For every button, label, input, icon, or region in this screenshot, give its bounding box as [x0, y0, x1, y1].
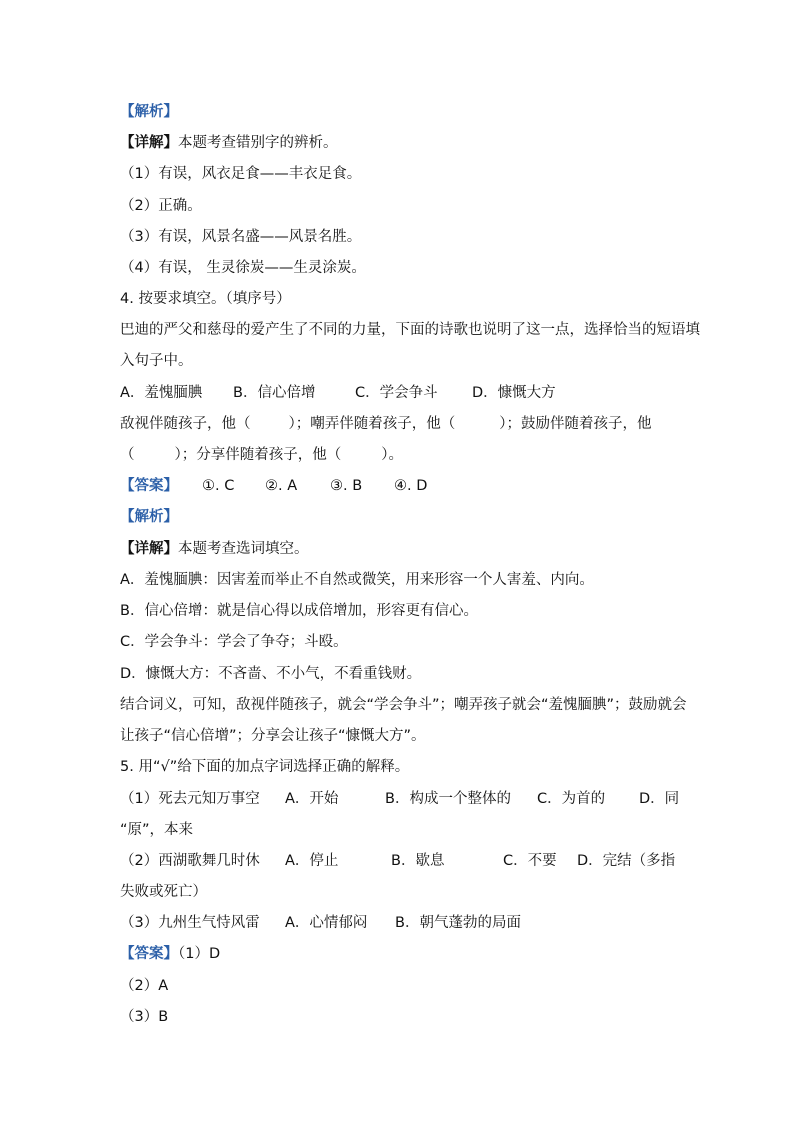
q5-item-2-option-c: C．不要 [503, 853, 557, 869]
q4-option-a: A．羞愧腼腆 [120, 385, 203, 401]
q5-item-2 [120, 851, 680, 871]
xiangjie-text: 本题考查错别字的辨析。 [178, 135, 338, 151]
q5-item-1-option-a: A．开始 [285, 791, 339, 807]
q5-item-2-phrase: （2）西湖歌舞几时休 [120, 853, 260, 869]
q5-item-2-continuation: 失败或死亡） [120, 884, 207, 900]
q4-option-b: B．信心倍增 [233, 385, 316, 401]
q4-explanation-a: A．羞愧腼腆：因害羞而举止不自然或微笑，用来形容一个人害羞、内向。 [120, 572, 594, 588]
q4-explanation-b: B．信心倍增：就是信心得以成倍增加，形容更有信心。 [120, 603, 478, 619]
q4-summary-line-1: 结合词义，可知，敌视伴随孩子，就会“学会争斗”；嘲弄孩子就会“羞愧腼腆”；鼓励就会 [120, 697, 687, 713]
q5-item-3-option-a: A．心情郁闷 [285, 915, 368, 931]
q5-answer-1: （1）D [178, 946, 221, 962]
answer-tag: 【答案】 [120, 478, 178, 494]
q5-item-3-phrase: （3）九州生气恃风雷 [120, 915, 260, 931]
q5-answer-line [120, 944, 220, 964]
q5-item-1-option-b: B．构成一个整体的 [385, 791, 511, 807]
q4-analysis-heading [120, 507, 178, 527]
fill-text-3: ）；鼓励伴随着孩子，他 [499, 416, 652, 432]
q4-stem-line-2: 入句子中。 [120, 353, 193, 369]
fill-text-5: ）；分享伴随着孩子，他（ [174, 447, 342, 463]
q4-answer-line [120, 476, 450, 496]
jiexi-tag: 【解析】 [120, 104, 178, 120]
xiangjie-tag: 【详解】 [120, 135, 178, 151]
q5-item-2-option-d: D．完结（多指 [577, 853, 676, 869]
q4-explanation-c: C．学会争斗：学会了争夺；斗殴。 [120, 634, 348, 650]
q4-detail-line [120, 539, 309, 559]
q4-answer-3: ③. B [330, 478, 363, 494]
q4-title: 4. 按要求填空。（填序号） [120, 291, 291, 307]
q5-item-1-continuation: “原”，本来 [120, 822, 194, 838]
q3-item-1: （1）有误，风衣足食——丰衣足食。 [120, 166, 362, 182]
fill-text-2: ）；嘲弄伴随着孩子，他（ [288, 416, 456, 432]
q4-answer-2: ②. A [265, 478, 298, 494]
q5-item-3 [120, 913, 680, 933]
q4-fill-line-2 [120, 445, 403, 465]
xiangjie-tag: 【详解】 [120, 541, 178, 557]
q5-item-1-option-c: C．为首的 [537, 791, 606, 807]
q3-analysis-heading [120, 102, 178, 122]
q5-answer-3: （3）B [120, 1009, 169, 1025]
q3-item-3: （3）有误，风景名盛——风景名胜。 [120, 229, 362, 245]
q5-item-1-option-d: D．同 [639, 791, 680, 807]
q4-option-d: D．慷慨大方 [472, 385, 556, 401]
q4-summary-line-2: 让孩子“信心倍增”；分享会让孩子“慷慨大方”。 [120, 728, 426, 744]
fill-text-4: （ [120, 447, 135, 463]
xiangjie-text: 本题考查选词填空。 [178, 541, 309, 557]
q5-item-2-option-b: B．歇息 [391, 853, 445, 869]
q3-item-4: （4）有误， 生灵徐炭——生灵涂炭。 [120, 260, 366, 276]
fill-text-6: ）。 [381, 447, 403, 463]
q4-fill-line-1 [120, 414, 652, 434]
q5-item-1 [120, 789, 680, 809]
q3-detail-line [120, 133, 338, 153]
q4-option-c: C．学会争斗 [355, 385, 438, 401]
q4-explanation-d: D．慷慨大方：不吝啬、不小气，不看重钱财。 [120, 666, 422, 682]
jiexi-tag: 【解析】 [120, 509, 178, 525]
q5-item-2-option-a: A．停止 [285, 853, 339, 869]
q5-answer-2: （2）A [120, 978, 169, 994]
q4-options-row [120, 383, 680, 403]
q5-item-3-option-b: B．朝气蓬勃的局面 [395, 915, 521, 931]
q5-item-1-phrase: （1）死去元知万事空 [120, 791, 260, 807]
q4-answer-4: ④. D [394, 478, 428, 494]
q4-stem-line-1: 巴迪的严父和慈母的爱产生了不同的力量，下面的诗歌也说明了这一点，选择恰当的短语填 [120, 322, 700, 338]
q3-item-2: （2）正确。 [120, 198, 202, 214]
q5-title: 5. 用“√”给下面的加点字词选择正确的解释。 [120, 759, 410, 775]
answer-tag: 【答案】 [120, 946, 178, 962]
q4-answer-1: ①. C [202, 478, 235, 494]
fill-text-1: 敌视伴随孩子，他（ [120, 416, 251, 432]
